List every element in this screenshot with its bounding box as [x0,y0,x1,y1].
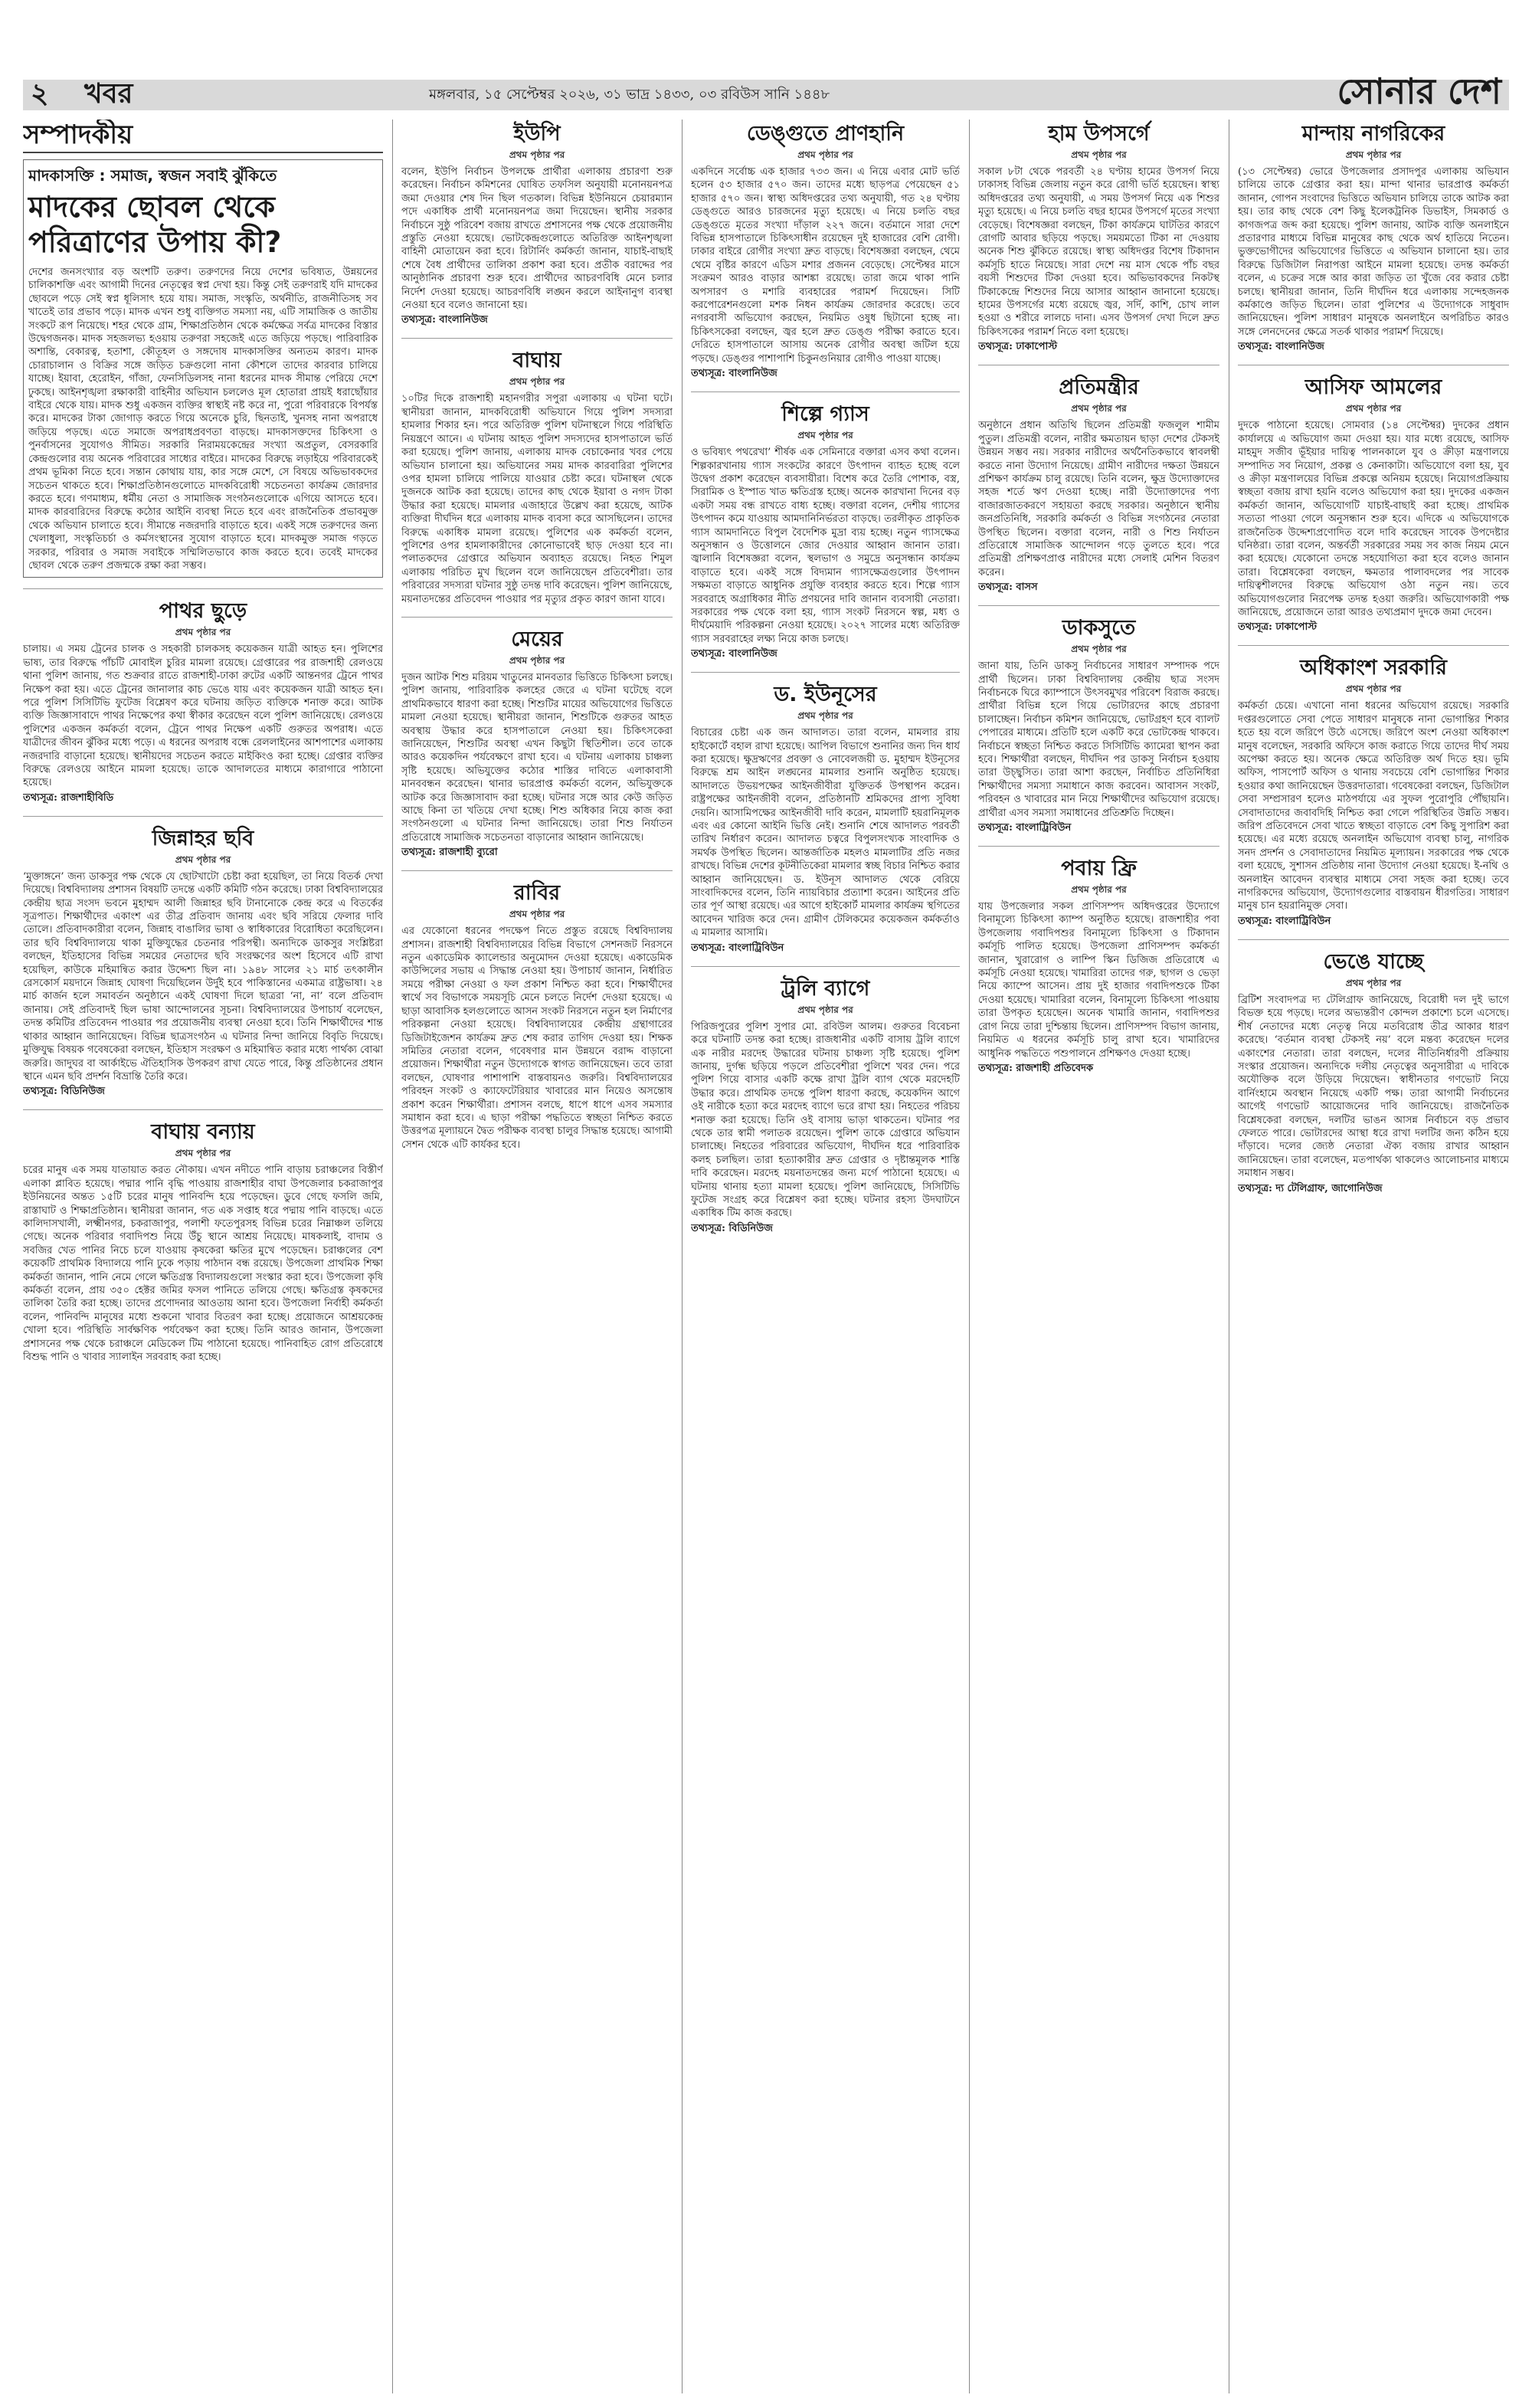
article-source: তথ্যসূত্র: বিডিনিউজ [691,1222,773,1234]
article [401,625,673,860]
article-source: তথ্যসূত্র: বাংলানিউজ [691,368,777,380]
article-source: তথ্যসূত্র: বাংলাট্রিবিউন [1238,915,1331,927]
article-headline: মেয়ের [511,627,563,651]
article-headline: পাথর ছুড়ে [159,599,247,624]
article-divider [401,617,673,618]
column-4 [978,120,1219,2393]
continued-label: প্রথম পৃষ্ঠার পর [509,909,565,920]
article-divider [1238,645,1509,646]
article [1238,373,1509,634]
column-5 [1238,120,1509,2393]
article [691,400,960,661]
article-source: তথ্যসূত্র: রাজশাহী প্রতিবেদক [978,1062,1094,1074]
continued-label: প্রথম পৃষ্ঠার পর [1071,149,1127,160]
article-headline: বাঘায় বন্যায় [151,1120,255,1145]
article [691,120,960,381]
article [1238,948,1509,1196]
article-headline: মান্দায় নাগরিকের [1301,122,1445,146]
continued-label: প্রথম পৃষ্ঠার পর [1071,644,1127,655]
article-body: একদিনে সর্বোচ্চ এক হাজার ৭৩৩ জন। এ নিয়ে এবার মোট ভর্তি হলেন ৫৩ হাজার ৫৭০ জন। তাদের মধ্যে ছাড়পত্র পেয়েছেন ৫১ হাজার ৫৭০ জন। স্বাস্থ্য অধিদপ্তরের তথ্য অনুযায়ী, গত ২৪ ঘণ্টায় ডেঙ্গুতে আরও চারজনের মৃত্যু হয়েছে। এ নিয়ে চলতি বছর ডেঙ্গুতে মৃতের সংখ্যা দাঁড়াল ২২৭ জনে। বর্তমানে সারা দেশে বিভিন্ন হাসপাতালে চিকিৎসাধীন রয়েছেন দুই হাজারের বেশি রোগী। ঢাকার বাইরে রোগীর সংখ্যা দ্রুত বাড়ছে। বিশেষজ্ঞরা বলছেন, থেমে থেমে বৃষ্টির কারণে এডিস মশার প্রজনন বেড়েছে। সেপ্টেম্বর মাসে সংক্রমণ আরও বাড়ার আশঙ্কা রয়েছে। তারা জমে থাকা পানি অপসারণ ও মশারি ব্যবহারের পরামর্শ দিয়েছেন। সিটি করপোরেশনগুলো মশক নিধন কার্যক্রম জোরদার করেছে। তবে নগরবাসী অভিযোগ করছেন, নিয়মিত ওষুধ ছিটানো হচ্ছে না। চিকিৎসকেরা বলছেন, জ্বর হলে দ্রুত ডেঙ্গু পরীক্ষা করাতে হবে। দেরিতে হাসপাতালে আসায় অনেক রোগীর অবস্থা জটিল হয়ে পড়ছে। ডেঙ্গুর পাশাপাশি চিকুনগুনিয়ার রোগীও পাওয়া যাচ্ছে। [691,166,960,365]
article-source: তথ্যসূত্র: বিডিনিউজ [23,1086,105,1098]
article [401,879,673,1152]
article-source: তথ্যসূত্র: দ্য টেলিগ্রাফ, জাগোনিউজ [1238,1182,1383,1194]
article [23,597,383,804]
article-divider [401,870,673,871]
article-body: দুদকে পাঠানো হয়েছে। সোমবার (১৪ সেপ্টেম্বর) দুদকের প্রধান কার্যালয়ে এ অভিযোগ জমা দেওয়া হয়। যার মধ্যে রয়েছে, আসিফ মাহমুদ সজীব ভূঁইয়ার দায়িত্ব পালনকালে যুব ও ক্রীড়া মন্ত্রণালয়ে সম্পাদিত সব নিয়োগ, প্রকল্প ও কেনাকাটা। অভিযোগে বলা হয়, যুব ও ক্রীড়া মন্ত্রণালয়ের বিভিন্ন প্রকল্পে অনিয়ম হয়েছে। নিয়োগপ্রক্রিয়ায় স্বচ্ছতা বজায় রাখা হয়নি বলেও অভিযোগ করা হয়। দুদকের একজন কর্মকর্তা জানান, অভিযোগটি যাচাই-বাছাই করা হচ্ছে। প্রাথমিক সত্যতা পাওয়া গেলে অনুসন্ধান শুরু হবে। এদিকে এ অভিযোগকে রাজনৈতিক উদ্দেশ্যপ্রণোদিত বলে দাবি করেছেন সাবেক উপদেষ্টার ঘনিষ্ঠরা। তারা বলেন, অন্তর্বর্তী সরকারের সময় সব কাজ নিয়ম মেনে করা হয়েছে। যেকোনো তদন্তে সহযোগিতা করা হবে বলেও জানান তারা। বিশ্লেষকেরা বলছেন, ক্ষমতার পালাবদলের পর সাবেক দায়িত্বশীলদের বিরুদ্ধে অভিযোগ ওঠা নতুন নয়। তবে অভিযোগগুলোর নিরপেক্ষ তদন্ত হওয়া জরুরি। অভিযোগকারী পক্ষ জানিয়েছে, প্রয়োজনে তারা আরও তথ্যপ্রমাণ দুদকে জমা দেবেন। [1238,420,1509,618]
continued-label: প্রথম পৃষ্ঠার পর [509,654,565,666]
continued-label: প্রথম পৃষ্ঠার পর [1345,149,1402,160]
date-line: মঙ্গলবার, ১৫ সেপ্টেম্বর ২০২৬, ৩১ ভাদ্র ১৪৩৩, ০৩ রবিউস সানি ১৪৪৮ [429,87,830,103]
column-divider [392,120,393,2393]
editorial-box [23,159,383,578]
column-divider [682,120,683,2393]
article [978,614,1219,835]
article [23,824,383,1099]
article [978,373,1219,595]
article-source: তথ্যসূত্র: বাসস [978,582,1038,594]
continued-label: প্রথম পৃষ্ঠার পর [797,710,853,722]
article-body: কর্মকর্তা চেয়ে। এখানো নানা ধরনের অভিযোগ রয়েছে। সরকারি দপ্তরগুলোতে সেবা পেতে সাধারণ মানুষকে নানা ভোগান্তির শিকার হতে হয় বলে জরিপে উঠে এসেছে। জরিপে অংশ নেওয়া অধিকাংশ মানুষ বলেছেন, সরকারি অফিসে কাজ করাতে গিয়ে তাদের দীর্ঘ সময় অপেক্ষা করতে হয়। অনেক ক্ষেত্রে অতিরিক্ত অর্থ দিতে হয়। ভূমি অফিস, পাসপোর্ট অফিস ও থানায় সবচেয়ে বেশি ভোগান্তির শিকার হওয়ার কথা জানিয়েছেন উত্তরদাতারা। গবেষকেরা বলছেন, ডিজিটাল সেবা সম্প্রসারণ হলেও মাঠপর্যায়ে এর সুফল পুরোপুরি পৌঁছায়নি। সেবাদাতাদের জবাবদিহি নিশ্চিত করা গেলে পরিস্থিতির উন্নতি সম্ভব। জরিপ প্রতিবেদনে সেবা খাতে স্বচ্ছতা বাড়াতে বেশ কিছু সুপারিশ করা হয়েছে। এর মধ্যে রয়েছে অনলাইন অভিযোগ ব্যবস্থা চালু, নাগরিক সনদ প্রদর্শন ও সেবাদাতাদের নিয়মিত মূল্যায়ন। সরকারের পক্ষ থেকে বলা হয়েছে, সুশাসন প্রতিষ্ঠায় নানা উদ্যোগ নেওয়া হয়েছে। ই-নথি ও অনলাইন আবেদন ব্যবস্থার মাধ্যমে সেবা সহজ করা হচ্ছে। তবে নাগরিকদের অভিযোগ, উদ্যোগগুলোর বাস্তবায়ন ধীরগতির। সাধারণ মানুষ চান হয়রানিমুক্ত সেবা। [1238,700,1509,912]
article [401,120,673,327]
article-source: তথ্যসূত্র: বাংলানিউজ [1238,341,1324,353]
article [978,120,1219,354]
article-divider [691,966,960,967]
article-headline: ট্রলি ব্যাগে [781,976,870,1001]
continued-label: প্রথম পৃষ্ঠার পর [1345,403,1402,414]
article-body: (১৩ সেপ্টেম্বর) ভোরে উপজেলার প্রসাদপুর এলাকায় অভিযান চালিয়ে তাকে গ্রেপ্তার করা হয়। মান্দা থানার ভারপ্রাপ্ত কর্মকর্তা জানান, গোপন সংবাদের ভিত্তিতে অভিযান চালিয়ে তাকে আটক করা হয়। তার কাছ থেকে বেশ কিছু ইলেকট্রনিক ডিভাইস, সিমকার্ড ও কাগজপত্র জব্দ করা হয়েছে। পুলিশ জানায়, আটক ব্যক্তি অনলাইনে প্রতারণার মাধ্যমে বিভিন্ন মানুষের কাছ থেকে অর্থ হাতিয়ে নিতেন। ভুক্তভোগীদের অভিযোগের ভিত্তিতে এ অভিযান চালানো হয়। তার বিরুদ্ধে ডিজিটাল নিরাপত্তা আইনে মামলা হয়েছে। তদন্ত কর্মকর্তা বলেন, এ চক্রের সঙ্গে আর কারা জড়িত তা খুঁজে বের করার চেষ্টা চলছে। স্থানীয়রা জানান, তিনি দীর্ঘদিন ধরে এলাকায় সন্দেহজনক কর্মকাণ্ডে জড়িত ছিলেন। তারা পুলিশের এ উদ্যোগকে সাধুবাদ জানিয়েছেন। পুলিশ সাধারণ মানুষকে অনলাইনে অপরিচিত কারও সঙ্গে লেনদেনের ক্ষেত্রে সতর্ক থাকার পরামর্শ দিয়েছে। [1238,166,1509,338]
column-1 [23,120,383,2393]
article-divider [23,816,383,817]
editorial-body: দেশের জনসংখ্যার বড় অংশটি তরুণ। তরুণদের নিয়ে দেশের ভবিষ্যত, উন্নয়নের চালিকাশক্তি এবং আগামী দিনের নেতৃত্বের স্বপ্ন দেখা হয়। কিন্তু সেই তরুণরাই যদি মাদকের ছোবলে পড়ে সেই স্বপ্ন ধূলিসাৎ হয়ে যায়। সমাজ, সংস্কৃতি, অর্থনীতি, রাজনীতিসহ সব খাতেই তার প্রভাব পড়ে। মাদক এখন শুধু ব্যক্তিগত সমস্যা নয়, এটি সামাজিক ও জাতীয় সংকটে রূপ নিয়েছে। শহর থেকে গ্রাম, শিক্ষাপ্রতিষ্ঠান থেকে কর্মক্ষেত্র সর্বত্র মাদকের বিস্তার উদ্বেগজনক। মাদক সহজলভ্য হওয়ায় তরুণরা সহজেই এতে জড়িয়ে পড়ছে। পারিবারিক অশান্তি, বেকারত্ব, হতাশা, কৌতূহল ও সঙ্গদোষ মাদকাসক্তির অন্যতম কারণ। মাদক চোরাচালান ও বিক্রির সঙ্গে জড়িত চক্রগুলো নানা কৌশলে তাদের কারবার চালিয়ে যাচ্ছে। ইয়াবা, হেরোইন, গাঁজা, ফেনসিডিলসহ নানা ধরনের মাদক সীমান্ত পেরিয়ে দেশে ঢুকছে। আইনশৃঙ্খলা রক্ষাকারী বাহিনীর অভিযান চললেও মূল হোতারা প্রায়ই ধরাছোঁয়ার বাইরে থেকে যায়। মাদক শুধু একজন ব্যক্তির স্বাস্থ্যই নষ্ট করে না, পুরো পরিবারকে বিপর্যস্ত করে। মাদকের টাকা জোগাড় করতে গিয়ে অনেকে চুরি, ছিনতাই, খুনসহ নানা অপরাধে জড়িয়ে পড়ছে। এতে সমাজে অপরাধপ্রবণতা বাড়ছে। মাদকাসক্তদের চিকিৎসা ও পুনর্বাসনের সুযোগও সীমিত। সরকারি নিরাময়কেন্দ্রের সংখ্যা অপ্রতুল, বেসরকারি কেন্দ্রগুলোর ব্যয় অনেক পরিবারের সাধ্যের বাইরে। মাদকের বিরুদ্ধে লড়াইয়ে পরিবারকেই প্রথম ভূমিকা নিতে হবে। সন্তান কোথায় যায়, কার সঙ্গে মেশে, সে বিষয়ে অভিভাবকদের সচেতন থাকতে হবে। শিক্ষাপ্রতিষ্ঠানগুলোতে মাদকবিরোধী সচেতনতা কার্যক্রম জোরদার করতে হবে। গণমাধ্যম, ধর্মীয় নেতা ও সামাজিক সংগঠনগুলোকে এগিয়ে আসতে হবে। মাদক কারবারিদের বিরুদ্ধে কঠোর আইনি ব্যবস্থা নিতে হবে এবং রাজনৈতিক প্রভাবমুক্ত থেকে অভিযান চালাতে হবে। সীমান্তে নজরদারি বাড়াতে হবে। একই সঙ্গে তরুণদের জন্য খেলাধুলা, সংস্কৃতিচর্চা ও কর্মসংস্থানের সুযোগ বাড়াতে হবে। মাদকমুক্ত সমাজ গড়তে সরকার, পরিবার ও সমাজ সবাইকে সম্মিলিতভাবে কাজ করতে হবে। তবেই মাদকের ছোবল থেকে তরুণ প্রজন্মকে রক্ষা করা সম্ভব। [28,267,378,572]
article-source: তথ্যসূত্র: বাংলানিউজ [401,314,488,326]
article-body: পিরিজপুরের পুলিশ সুপার মো. রবিউল আলম। গুরুতর বিবেচনা করে ঘটনাটি তদন্ত করা হচ্ছে। রাজধানীর একটি বাসায় ট্রলি ব্যাগে এক নারীর মরদেহ উদ্ধারের ঘটনায় চাঞ্চল্য সৃষ্টি হয়েছে। পুলিশ জানায়, দুর্গন্ধ ছড়িয়ে পড়লে প্রতিবেশীরা পুলিশে খবর দেন। পরে পুলিশ গিয়ে বাসার একটি কক্ষে রাখা ট্রলি ব্যাগ থেকে মরদেহটি উদ্ধার করে। প্রাথমিক তদন্তে পুলিশ ধারণা করছে, কয়েকদিন আগে ওই নারীকে হত্যা করে মরদেহ ব্যাগে ভরে রাখা হয়। নিহতের পরিচয় শনাক্ত করা হয়েছে। তিনি ওই বাসায় ভাড়া থাকতেন। ঘটনার পর থেকে তার স্বামী পলাতক রয়েছেন। পুলিশ তাকে গ্রেপ্তারে অভিযান চালাচ্ছে। নিহতের পরিবারের অভিযোগ, দীর্ঘদিন ধরে পারিবারিক কলহ চলছিল। তারা হত্যাকারীর দ্রুত গ্রেপ্তার ও দৃষ্টান্তমূলক শাস্তি দাবি করেছেন। মরদেহ ময়নাতদন্তের জন্য মর্গে পাঠানো হয়েছে। এ ঘটনায় থানায় হত্যা মামলা হয়েছে। পুলিশ জানিয়েছে, সিসিটিভি ফুটেজ সংগ্রহ করে বিশ্লেষণ করা হচ্ছে। ঘটনার রহস্য উদঘাটনে একাধিক টিম কাজ করছে। [691,1021,960,1220]
article-headline: ভেঙে যাচ্ছে [1323,949,1424,974]
article-source: তথ্যসূত্র: বাংলাট্রিবিউন [978,822,1072,834]
article-headline: ইউপি [513,122,561,146]
continued-label: প্রথম পৃষ্ঠার পর [797,430,853,441]
article-source: তথ্যসূত্র: বাংলানিউজ [691,648,777,660]
article [1238,654,1509,929]
column-3 [691,120,960,2393]
editorial-kicker: মাদকাসক্তি : সমাজ, স্বজন সবাই ঝুঁকিতে [28,166,277,185]
article-body: দুজন আটক শিশু মরিয়ম খাতুনের মানবতার ভিত্তিতে চিকিৎসা চলছে। পুলিশ জানায়, পারিবারিক কলহের জেরে এ ঘটনা ঘটেছে বলে প্রাথমিকভাবে ধারণা করা হচ্ছে। শিশুটির মায়ের অভিযোগের ভিত্তিতে মামলা নেওয়া হয়েছে। স্থানীয়রা জানান, শিশুটিকে গুরুতর আহত অবস্থায় উদ্ধার করে হাসপাতালে নেওয়া হয়। চিকিৎসকেরা জানিয়েছেন, শিশুটির অবস্থা এখন কিছুটা স্থিতিশীল। তবে তাকে আরও কয়েকদিন পর্যবেক্ষণে রাখা হবে। এ ঘটনায় এলাকায় চাঞ্চল্য সৃষ্টি হয়েছে। অভিযুক্তের কঠোর শাস্তির দাবিতে এলাকাবাসী মানববন্ধন করেছেন। থানার ভারপ্রাপ্ত কর্মকর্তা বলেন, অভিযুক্তকে আটক করে জিজ্ঞাসাবাদ করা হচ্ছে। ঘটনার সঙ্গে আর কেউ জড়িত আছে কিনা তা খতিয়ে দেখা হচ্ছে। শিশু অধিকার নিয়ে কাজ করা সংগঠনগুলো এ ঘটনার নিন্দা জানিয়েছে। তারা শিশু নির্যাতন প্রতিরোধে সামাজিক সচেতনতা বাড়ানোর আহ্বান জানিয়েছে। [401,671,673,844]
article [401,346,673,606]
article-headline: জিন্নাহর ছবি [152,826,254,850]
article-body: চালায়। এ সময় ট্রেনের চালক ও সহকারী চালকসহ কয়েকজন যাত্রী আহত হন। পুলিশের ভাষ্য, তার বিরুদ্ধে পাঁচটি মোবাইল চুরির মামলা রয়েছে। গ্রেপ্তারের পর রাজশাহী রেলওয়ে থানা পুলিশ জানায়, গত শুক্রবার রাতে রাজশাহী-ঢাকা রুটের একটি আন্তনগর ট্রেনে পাথর নিক্ষেপ করা হয়। এতে ট্রেনের জানালার কাচ ভেঙে যায় এবং কয়েকজন যাত্রী আহত হন। পরে পুলিশ সিসিটিভি ফুটেজ বিশ্লেষণ করে ঘটনায় জড়িত ব্যক্তিকে শনাক্ত করে। আটক ব্যক্তি জিজ্ঞাসাবাদে পাথর নিক্ষেপের কথা স্বীকার করেছেন বলে পুলিশ জানিয়েছে। রেলওয়ে পুলিশের একজন কর্মকর্তা বলেন, ট্রেনে পাথর নিক্ষেপ একটি গুরুতর অপরাধ। এতে যাত্রীদের জীবন ঝুঁকির মধ্যে পড়ে। এ ধরনের অপরাধ বন্ধে রেললাইনের আশপাশের এলাকায় নজরদারি বাড়ানো হয়েছে। স্থানীয়দের সচেতন করতে মাইকিংও করা হচ্ছে। গ্রেপ্তার ব্যক্তির বিরুদ্ধে রেলওয়ে আইনে মামলা হয়েছে। তাকে আদালতের মাধ্যমে কারাগারে পাঠানো হয়েছে। [23,644,383,789]
article-body: ‘মুক্তাঙ্গনে’ জন্য ডাকসুর পক্ষ থেকে যে ছোটখাটো চেষ্টা করা হয়েছিল, তা নিয়ে বিতর্ক দেখা দিয়েছে। বিশ্ববিদ্যালয় প্রশাসন বিষয়টি তদন্তে একটি কমিটি গঠন করেছে। ঢাকা বিশ্ববিদ্যালয়ের কেন্দ্রীয় ছাত্র সংসদ ভবনে মুহাম্মদ আলী জিন্নাহর ছবি টানানোকে কেন্দ্র করে এ বিতর্কের সূত্রপাত। শিক্ষার্থীদের একাংশ এর তীব্র প্রতিবাদ জানায় এবং ছবি সরিয়ে ফেলার দাবি তোলে। প্রতিবাদকারীরা বলেন, জিন্নাহ বাঙালির ভাষা ও স্বাধিকারের বিরোধিতা করেছিলেন। তার ছবি বিশ্ববিদ্যালয়ে থাকা মুক্তিযুদ্ধের চেতনার পরিপন্থী। অন্যদিকে ডাকসুর সংশ্লিষ্টরা বলছেন, ইতিহাসের বিভিন্ন সময়ের নেতাদের ছবি সংরক্ষণের অংশ হিসেবে এটি রাখা হয়েছিল, কাউকে মহিমান্বিত করার উদ্দেশ্য ছিল না। ১৯৪৮ সালের ২১ মার্চ তৎকালীন রেসকোর্স ময়দানে জিন্নাহ ঘোষণা দিয়েছিলেন উর্দুই হবে পাকিস্তানের একমাত্র রাষ্ট্রভাষা। ২৪ মার্চ কার্জন হলে সমাবর্তন অনুষ্ঠানে একই ঘোষণা দিলে ছাত্ররা ‘না, না’ বলে প্রতিবাদ জানায়। সেই প্রতিবাদই ছিল ভাষা আন্দোলনের সূচনা। বিশ্ববিদ্যালয়ের উপাচার্য বলেছেন, তদন্ত কমিটির প্রতিবেদন পাওয়ার পর প্রয়োজনীয় ব্যবস্থা নেওয়া হবে। তিনি শিক্ষার্থীদের শান্ত থাকার আহ্বান জানিয়েছেন। বিভিন্ন ছাত্রসংগঠন এ ঘটনার নিন্দা জানিয়ে বিবৃতি দিয়েছে। মুক্তিযুদ্ধ বিষয়ক গবেষকেরা বলছেন, ইতিহাস সংরক্ষণ ও মহিমান্বিত করার মধ্যে পার্থক্য বোঝা জরুরি। জাদুঘর বা আর্কাইভে ঐতিহাসিক উপকরণ রাখা যেতে পারে, কিন্তু প্রতিষ্ঠানের প্রধান স্থানে এমন ছবি প্রদর্শন বিভ্রান্তি তৈরি করে। [23,870,383,1083]
article-body: ব্রিটিশ সংবাদপত্র দ্য টেলিগ্রাফ জানিয়েছে, বিরোধী দল দুই ভাগে বিভক্ত হয়ে পড়ছে। দলের অভ্যন্তরীণ কোন্দল প্রকাশ্যে চলে এসেছে। শীর্ষ নেতাদের মধ্যে নেতৃত্ব নিয়ে মতবিরোধ তীব্র আকার ধারণ করেছে। ‘বর্তমান ব্যবস্থা টেকসই নয়’ বলে মন্তব্য করেছেন দলের একাংশের নেতারা। তারা বলছেন, দলের নীতিনির্ধারণী প্রক্রিয়ায় সংস্কার প্রয়োজন। অন্যদিকে দলীয় নেতৃত্বের অনুসারীরা এ দাবিকে অযৌক্তিক বলে উড়িয়ে দিয়েছেন। স্বাধীনতার গণভোট নিয়ে বার্নিংহামে অবস্থান নিয়েছে একটি পক্ষ। তারা আগামী নির্বাচনের আগেই গণভোট আয়োজনের দাবি জানিয়েছে। রাজনৈতিক বিশ্লেষকেরা বলছেন, দলটির ভাঙন আসন্ন নির্বাচনে বড় প্রভাব ফেলতে পারে। ভোটারদের আস্থা ধরে রাখা দলটির জন্য কঠিন হয়ে দাঁড়াবে। দলের জ্যেষ্ঠ নেতারা ঐক্য বজায় রাখার আহ্বান জানিয়েছেন। তারা বলেছেন, মতপার্থক্য থাকলেও আলোচনার মাধ্যমে সমাধান সম্ভব। [1238,994,1509,1180]
article-headline: পবায় ফ্রি [1061,857,1137,881]
section-name: খবর [84,77,133,110]
article-body: যায় উপজেলার সকল প্রাণিসম্পদ অধিদপ্তরের উদ্যোগে বিনামূল্যে চিকিৎসা ক্যাম্প অনুষ্ঠিত হয়েছে। রাজশাহীর পবা উপজেলায় গবাদিপশুর বিনামূল্যে চিকিৎসা ও টিকাদান কর্মসূচি পালিত হয়েছে। উপজেলা প্রাণিসম্পদ কর্মকর্তা জানান, খুরারোগ ও লাম্পি স্কিন ডিজিজ প্রতিরোধে এ কর্মসূচি নেওয়া হয়েছে। খামারিরা তাদের গরু, ছাগল ও ভেড়া নিয়ে ক্যাম্পে আসেন। প্রায় দুই হাজার গবাদিপশুকে টিকা দেওয়া হয়েছে। খামারিরা বলেন, বিনামূল্যে চিকিৎসা পাওয়ায় তারা উপকৃত হয়েছেন। অনেক খামারি জানান, গবাদিপশুর রোগ নিয়ে তারা দুশ্চিন্তায় ছিলেন। প্রাণিসম্পদ বিভাগ জানায়, নিয়মিত এ ধরনের কর্মসূচি চালু রাখা হবে। খামারিদের আধুনিক পদ্ধতিতে পশুপালনে প্রশিক্ষণও দেওয়া হচ্ছে। [978,901,1219,1060]
article-body: জানা যায়, তিনি ডাকসু নির্বাচনের সাধারণ সম্পাদক পদে প্রার্থী ছিলেন। ঢাকা বিশ্ববিদ্যালয় কেন্দ্রীয় ছাত্র সংসদ নির্বাচনকে ঘিরে ক্যাম্পাসে উৎসবমুখর পরিবেশ বিরাজ করছে। প্রার্থীরা বিভিন্ন হলে গিয়ে ভোটারদের কাছে প্রচারণা চালাচ্ছেন। নির্বাচন কমিশন জানিয়েছে, ভোটগ্রহণ হবে ব্যালট পেপারের মাধ্যমে। প্রতিটি হলে একটি করে ভোটকেন্দ্র থাকবে। নির্বাচনে স্বচ্ছতা নিশ্চিত করতে সিসিটিভি ক্যামেরা স্থাপন করা হবে। শিক্ষার্থীরা বলছেন, দীর্ঘদিন পর ডাকসু নির্বাচন হওয়ায় তারা উচ্ছ্বসিত। তারা আশা করছেন, নির্বাচিত প্রতিনিধিরা শিক্ষার্থীদের সমস্যা সমাধানে কাজ করবেন। আবাসন সংকট, পরিবহন ও খাবারের মান নিয়ে শিক্ষার্থীদের অভিযোগ রয়েছে। প্রার্থীরা এসব সমস্যা সমাধানের প্রতিশ্রুতি দিচ্ছেন। [978,660,1219,819]
article-divider [23,588,383,589]
continued-label: প্রথম পৃষ্ঠার পর [1345,977,1402,988]
continued-label: প্রথম পৃষ্ঠার পর [797,1004,853,1015]
article [691,680,960,955]
article-body: ও ভবিষ্যৎ পথরেখা’ শীর্ষক এক সেমিনারে বক্তারা এসব কথা বলেন। শিল্পকারখানায় গ্যাস সংকটের কারণে উৎপাদন ব্যাহত হচ্ছে বলে উদ্বেগ প্রকাশ করেছেন ব্যবসায়ীরা। বিশেষ করে তৈরি পোশাক, বস্ত্র, সিরামিক ও ইস্পাত খাত ক্ষতিগ্রস্ত হচ্ছে। অনেক কারখানা দিনের বড় একটা সময় বন্ধ রাখতে বাধ্য হচ্ছে। বক্তারা বলেন, দেশীয় গ্যাসের উৎপাদন কমে যাওয়ায় আমদানিনির্ভরতা বাড়ছে। তরলীকৃত প্রাকৃতিক গ্যাস আমদানিতে বিপুল বৈদেশিক মুদ্রা ব্যয় হচ্ছে। নতুন গ্যাসক্ষেত্র অনুসন্ধান ও উত্তোলনে জোর দেওয়ার আহ্বান জানান তারা। জ্বালানি বিশেষজ্ঞরা বলেন, স্থলভাগ ও সমুদ্রে অনুসন্ধান কার্যক্রম বাড়াতে হবে। একই সঙ্গে বিদ্যমান গ্যাসক্ষেত্রগুলোর উৎপাদন সক্ষমতা বাড়াতে আধুনিক প্রযুক্তি ব্যবহার করতে হবে। শিল্পে গ্যাস সরবরাহে অগ্রাধিকার নীতি প্রণয়নের দাবি জানান ব্যবসায়ী নেতারা। সরকারের পক্ষ থেকে বলা হয়, গ্যাস সংকট নিরসনে স্বল্প, মধ্য ও দীর্ঘমেয়াদি পরিকল্পনা নেওয়া হয়েছে। ২০২৭ সালের মধ্যে অতিরিক্ত গ্যাস সরবরাহের লক্ষ্য নিয়ে কাজ চলছে। [691,447,960,645]
article-source: তথ্যসূত্র: ঢাকাপোস্ট [978,341,1058,353]
article-body: বিচারের চেষ্টা এক জন আদালত। তারা বলেন, মামলার রায় হাইকোর্টে বহাল রাখা হয়েছে। আপিল বিভাগে শুনানির জন্য দিন ধার্য করা হয়েছে। ক্ষুদ্রঋণের প্রবক্তা ও নোবেলজয়ী ড. মুহাম্মদ ইউনূসের বিরুদ্ধে শ্রম আইন লঙ্ঘনের মামলার শুনানি অনুষ্ঠিত হয়েছে। আদালতে উভয়পক্ষের আইনজীবীরা যুক্তিতর্ক উপস্থাপন করেন। রাষ্ট্রপক্ষের আইনজীবী বলেন, প্রতিষ্ঠানটি শ্রমিকদের প্রাপ্য সুবিধা দেয়নি। আসামিপক্ষের আইনজীবী দাবি করেন, মামলাটি হয়রানিমূলক এবং এর কোনো আইনি ভিত্তি নেই। শুনানি শেষে আদালত পরবর্তী তারিখ নির্ধারণ করেন। আদালত চত্বরে বিপুলসংখ্যক সাংবাদিক ও সমর্থক উপস্থিত ছিলেন। আন্তর্জাতিক মহলও মামলাটির প্রতি নজর রাখছে। বিভিন্ন দেশের কূটনীতিকেরা মামলার স্বচ্ছ বিচার নিশ্চিত করার আহ্বান জানিয়েছেন। ড. ইউনূস আদালত থেকে বেরিয়ে সাংবাদিকদের বলেন, তিনি ন্যায়বিচার প্রত্যাশা করেন। আইনের প্রতি তার পূর্ণ আস্থা রয়েছে। এর আগে হাইকোর্ট মামলার কার্যক্রম স্থগিতের আবেদন খারিজ করে দেন। গ্রামীণ টেলিকমের কয়েকজন কর্মকর্তাও এ মামলার আসামি। [691,727,960,939]
article-headline: অধিকাংশ সরকারি [1300,656,1447,680]
article-body: অনুষ্ঠানে প্রধান অতিথি ছিলেন প্রতিমন্ত্রী ফজলুল শামীম পুতুল। প্রতিমন্ত্রী বলেন, নারীর ক্ষমতায়ন ছাড়া দেশের টেকসই উন্নয়ন সম্ভব নয়। সরকার নারীদের অর্থনৈতিকভাবে স্বাবলম্বী করতে নানা উদ্যোগ নিয়েছে। গ্রামীণ নারীদের দক্ষতা উন্নয়নে প্রশিক্ষণ কার্যক্রম চালু রয়েছে। তিনি বলেন, ক্ষুদ্র উদ্যোক্তাদের সহজ শর্তে ঋণ দেওয়া হচ্ছে। নারী উদ্যোক্তাদের পণ্য বাজারজাতকরণে সহায়তা করছে সরকার। অনুষ্ঠানে স্থানীয় জনপ্রতিনিধি, সরকারি কর্মকর্তা ও বিভিন্ন সংগঠনের নেতারা উপস্থিত ছিলেন। বক্তারা বলেন, নারী ও শিশু নির্যাতন প্রতিরোধে সামাজিক আন্দোলন গড়ে তুলতে হবে। পরে প্রতিমন্ত্রী প্রশিক্ষণপ্রাপ্ত নারীদের মধ্যে সেলাই মেশিন বিতরণ করেন। [978,420,1219,578]
continued-label: প্রথম পৃষ্ঠার পর [509,149,565,160]
article [691,975,960,1236]
article-source: তথ্যসূত্র: বাংলাট্রিবিউন [691,942,784,954]
article-body: বলেন, ইউপি নির্বাচন উপলক্ষে প্রার্থীরা এলাকায় প্রচারণা শুরু করেছেন। নির্বাচন কমিশনের ঘোষিত তফসিল অনুযায়ী মনোনয়নপত্র জমা দেওয়ার শেষ দিন ছিল গতকাল। বিভিন্ন ইউনিয়নে চেয়ারম্যান পদে একাধিক প্রার্থী মনোনয়নপত্র জমা দিয়েছেন। স্থানীয় সরকার নির্বাচনে সুষ্ঠু পরিবেশ বজায় রাখতে প্রশাসনের পক্ষ থেকে প্রয়োজনীয় প্রস্তুতি নেওয়া হয়েছে। ভোটকেন্দ্রগুলোতে অতিরিক্ত আইনশৃঙ্খলা বাহিনী মোতায়েন করা হবে। রিটার্নিং কর্মকর্তা জানান, যাচাই-বাছাই শেষে বৈধ প্রার্থীদের তালিকা প্রকাশ করা হবে। প্রতীক বরাদ্দের পর আনুষ্ঠানিক প্রচারণা শুরু হবে। প্রার্থীদের আচরণবিধি মেনে চলার নির্দেশ দেওয়া হয়েছে। আচরণবিধি লঙ্ঘন করলে আইনানুগ ব্যবস্থা নেওয়া হবে বলেও জানানো হয়। [401,166,673,312]
article-divider [978,846,1219,847]
continued-label: প্রথম পৃষ্ঠার পর [509,376,565,388]
article-headline: প্রতিমন্ত্রীর [1059,375,1139,400]
article-divider [23,1109,383,1110]
article [23,1118,383,1364]
article-divider [401,338,673,339]
article-divider [1238,939,1509,940]
article-body: সকাল ৮টা থেকে পরবর্তী ২৪ ঘণ্টায় হামের উপসর্গ নিয়ে ঢাকাসহ বিভিন্ন জেলায় নতুন করে রোগী ভর্তি হয়েছেন। স্বাস্থ্য অধিদপ্তরের তথ্য অনুযায়ী, এ সময় উপসর্গ নিয়ে এক শিশুর মৃত্যু হয়েছে। এ নিয়ে চলতি বছর হামের উপসর্গে মৃতের সংখ্যা বেড়েছে। বিশেষজ্ঞরা বলছেন, টিকা কার্যক্রমে ঘাটতির কারণে রোগটি আবার ছড়িয়ে পড়ছে। সময়মতো টিকা না দেওয়ায় অনেক শিশু ঝুঁকিতে রয়েছে। স্বাস্থ্য অধিদপ্তর বিশেষ টিকাদান কর্মসূচি হাতে নিয়েছে। সারা দেশে নয় মাস থেকে পাঁচ বছর বয়সী শিশুদের টিকা দেওয়া হবে। অভিভাবকদের নিকটস্থ টিকাকেন্দ্রে শিশুদের নিয়ে আসার আহ্বান জানানো হয়েছে। হামের উপসর্গের মধ্যে রয়েছে জ্বর, সর্দি, কাশি, চোখ লাল হওয়া ও শরীরে লালচে দানা। এসব উপসর্গ দেখা দিলে দ্রুত চিকিৎসকের পরামর্শ নিতে বলা হয়েছে। [978,166,1219,338]
article-headline: আসিফ আমলের [1304,375,1442,400]
article-divider [691,672,960,673]
article-body: এর যেকোনো ধরনের পদক্ষেপ নিতে প্রস্তুত রয়েছে বিশ্ববিদ্যালয় প্রশাসন। রাজশাহী বিশ্ববিদ্যালয়ের বিভিন্ন বিভাগে সেশনজট নিরসনে নতুন একাডেমিক ক্যালেন্ডার অনুমোদন দেওয়া হয়েছে। একাডেমিক কাউন্সিলের সভায় এ সিদ্ধান্ত নেওয়া হয়। উপাচার্য জানান, নির্ধারিত সময়ে পরীক্ষা নেওয়া ও ফল প্রকাশ নিশ্চিত করা হবে। শিক্ষার্থীদের স্বার্থে সব বিভাগকে সময়সূচি মেনে চলতে নির্দেশ দেওয়া হয়েছে। এ ছাড়া আবাসিক হলগুলোতে আসন সংকট নিরসনে নতুন হল নির্মাণের পরিকল্পনা নেওয়া হয়েছে। বিশ্ববিদ্যালয়ের কেন্দ্রীয় গ্রন্থাগারের ডিজিটাইজেশন কার্যক্রম দ্রুত শেষ করার তাগিদ দেওয়া হয়। শিক্ষক সমিতির নেতারা বলেন, গবেষণার মান উন্নয়নে বরাদ্দ বাড়ানো প্রয়োজন। শিক্ষার্থীরা নতুন উদ্যোগকে স্বাগত জানিয়েছেন। তবে তারা বলছেন, ঘোষণার পাশাপাশি বাস্তবায়নও জরুরি। বিশ্ববিদ্যালয়ের পরিবহন সংকট ও ক্যাফেটেরিয়ার খাবারের মান নিয়েও অসন্তোষ প্রকাশ করেন শিক্ষার্থীরা। প্রশাসন বলছে, ধাপে ধাপে এসব সমস্যার সমাধান করা হবে। এ ছাড়া পরীক্ষা পদ্ধতিতে স্বচ্ছতা নিশ্চিত করতে উত্তরপত্র মূল্যায়নে দ্বৈত পরীক্ষক ব্যবস্থা চালুর সিদ্ধান্ত হয়েছে। আগামী সেশন থেকে এটি কার্যকর হবে। [401,926,673,1151]
continued-label: প্রথম পৃষ্ঠার পর [1345,683,1402,695]
masthead [0,0,1532,115]
newspaper-brand: সোনার দেশ [1337,70,1501,112]
article-headline: ড. ইউনূসের [774,683,877,707]
article-source: তথ্যসূত্র: রাজশাহী ব্যুরো [401,847,498,859]
continued-label: প্রথম পৃষ্ঠার পর [797,149,853,160]
page-number: ২ [31,77,49,110]
column-divider [969,120,970,2393]
editorial-headline: মাদকের ছোবল থেকে পরিত্রাণের উপায় কী? [28,190,282,259]
continued-label: প্রথম পৃষ্ঠার পর [175,1148,231,1159]
column-2 [401,120,673,2393]
article-headline: বাঘায় [512,349,561,373]
article-source: তথ্যসূত্র: ঢাকাপোস্ট [1238,621,1318,634]
continued-label: প্রথম পৃষ্ঠার পর [1071,884,1127,896]
editorial [23,120,383,578]
continued-label: প্রথম পৃষ্ঠার পর [175,853,231,865]
article-headline: রাবির [513,881,561,906]
article-headline: হাম উপসর্গে [1048,122,1150,146]
article-divider [978,605,1219,606]
continued-label: প্রথম পৃষ্ঠার পর [175,627,231,638]
editorial-section-title: সম্পাদকীয় [23,120,383,153]
article-headline: শিল্পে গ্যাস [781,402,869,427]
continued-label: প্রথম পৃষ্ঠার পর [1071,403,1127,414]
article [1238,120,1509,354]
article-body: ১০টির দিকে রাজশাহী মহানগরীর সপুরা এলাকায় এ ঘটনা ঘটে। স্থানীয়রা জানান, মাদকবিরোধী অভিযানে গিয়ে পুলিশ সদস্যরা হামলার শিকার হন। পরে অতিরিক্ত পুলিশ ঘটনাস্থলে গিয়ে পরিস্থিতি নিয়ন্ত্রণে আনে। এ ঘটনায় আহত পুলিশ সদস্যদের হাসপাতালে ভর্তি করা হয়েছে। পুলিশ জানায়, এলাকায় মাদক বেচাকেনার খবর পেয়ে অভিযান চালানো হয়। অভিযানের সময় মাদক কারবারিরা পুলিশের ওপর হামলা চালিয়ে পালিয়ে যাওয়ার চেষ্টা করে। ঘটনাস্থল থেকে দুজনকে আটক করা হয়েছে। তাদের কাছ থেকে ইয়াবা ও নগদ টাকা উদ্ধার করা হয়েছে। মামলার এজাহারে উল্লেখ করা হয়েছে, আটক ব্যক্তিরা দীর্ঘদিন ধরে এলাকায় মাদক ব্যবসা করে আসছিলেন। তাদের বিরুদ্ধে একাধিক মামলা রয়েছে। পুলিশের এক কর্মকর্তা বলেন, পুলিশের ওপর হামলাকারীদের কোনোভাবেই ছাড় দেওয়া হবে না। পলাতকদের গ্রেপ্তারে অভিযান অব্যাহত রয়েছে। নিহত শিমুল এলাকায় পরিচিত মুখ ছিলেন বলে জানিয়েছেন প্রতিবেশীরা। তার পরিবারের সদস্যরা ঘটনার সুষ্ঠু তদন্ত দাবি করেছেন। পুলিশ জানিয়েছে, ময়নাতদন্তের প্রতিবেদন পাওয়ার পর মৃত্যুর প্রকৃত কারণ জানা যাবে। [401,393,673,605]
article [978,854,1219,1076]
article-headline: ডাকসুতে [1062,616,1136,640]
article-source: তথ্যসূত্র: রাজশাহীবিডি [23,791,114,804]
article-headline: ডেঙ্গুতে প্রাণহানি [746,122,905,146]
article-body: চরের মানুষ এক সময় যাতায়াত করত নৌকায়। এখন নদীতে পানি বাড়ায় চরাঞ্চলের বিস্তীর্ণ এলাকা প্লাবিত হয়েছে। পদ্মার পানি বৃদ্ধি পাওয়ায় রাজশাহীর বাঘা উপজেলার চকরাজাপুর ইউনিয়নের অন্তত ১৫টি চরের মানুষ পানিবন্দি হয়ে পড়েছেন। ডুবে গেছে ফসলি জমি, রাস্তাঘাট ও শিক্ষাপ্রতিষ্ঠান। স্থানীয়রা জানান, গত এক সপ্তাহ ধরে পদ্মায় পানি বাড়ছে। এতে কালিদাসখালী, লক্ষ্মীনগর, চকরাজাপুর, পলাশী ফতেপুরসহ বিভিন্ন চরের নিম্নাঞ্চল তলিয়ে গেছে। অনেক পরিবার গবাদিপশু নিয়ে উঁচু স্থানে আশ্রয় নিয়েছে। মাষকলাই, বাদাম ও সবজির খেত পানির নিচে চলে যাওয়ায় কৃষকেরা ক্ষতির মুখে পড়েছেন। চরাঞ্চলের বেশ কয়েকটি প্রাথমিক বিদ্যালয়ে পানি ঢুকে পড়ায় পাঠদান বন্ধ রয়েছে। উপজেলা প্রাথমিক শিক্ষা কর্মকর্তা জানান, পানি নেমে গেলে ক্ষতিগ্রস্ত বিদ্যালয়গুলো সংস্কার করা হবে। উপজেলা কৃষি কর্মকর্তা বলেন, প্রায় ৩৫০ হেক্টর জমির ফসল পানিতে তলিয়ে গেছে। ক্ষতিগ্রস্ত কৃষকদের তালিকা তৈরি করা হচ্ছে। তাদের প্রণোদনার আওতায় আনা হবে। উপজেলা নির্বাহী কর্মকর্তা বলেন, পানিবন্দি মানুষের মধ্যে শুকনো খাবার বিতরণ করা হচ্ছে। প্রয়োজনে আশ্রয়কেন্দ্র খোলা হবে। পরিস্থিতি সার্বক্ষণিক পর্যবেক্ষণ করা হচ্ছে। তিনি আরও জানান, উপজেলা প্রশাসনের পক্ষ থেকে চরাঞ্চলে মেডিকেল টিম পাঠানো হয়েছে। পানিবাহিত রোগ প্রতিরোধে বিশুদ্ধ পানি ও খাবার স্যালাইন সরবরাহ করা হচ্ছে। [23,1165,383,1363]
